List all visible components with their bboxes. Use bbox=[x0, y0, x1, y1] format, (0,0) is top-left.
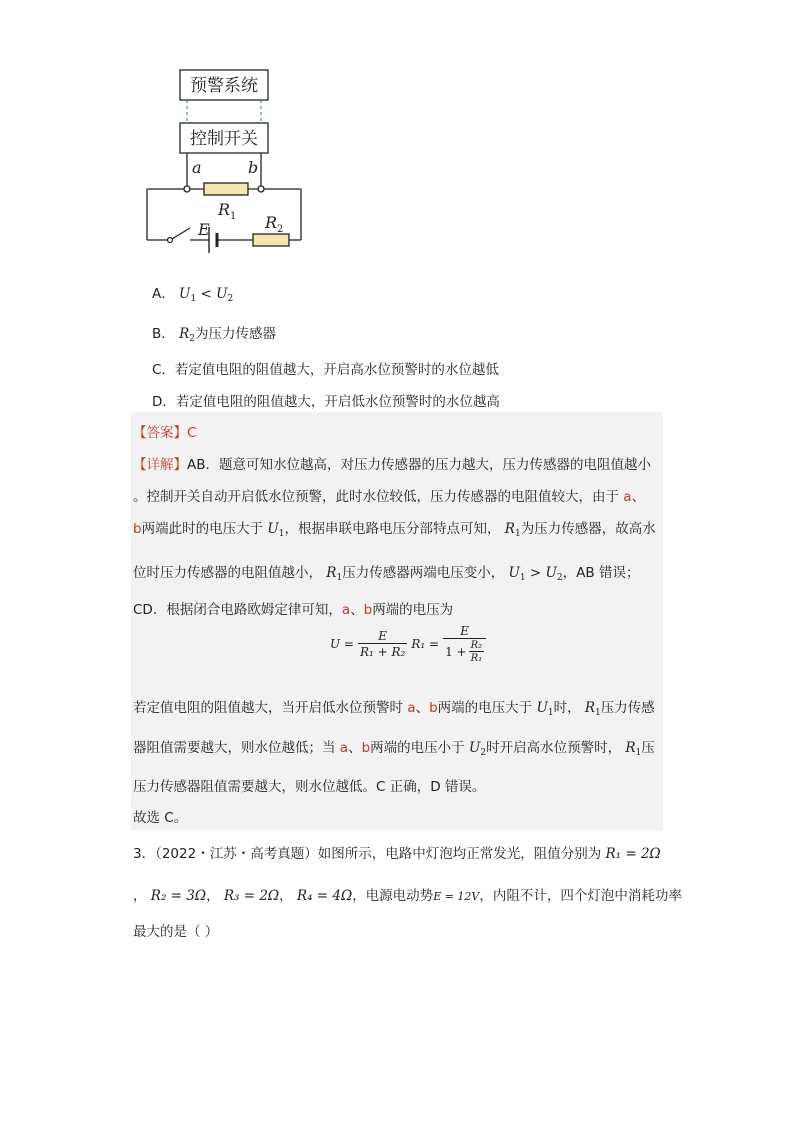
option-a: A． $U_1 < U_2$ bbox=[152, 286, 234, 304]
question-3-line-1: 3．（2022・江苏・高考真题）如图所示，电路中灯泡均正常发光，阻值分别为 R₁ = 2Ω bbox=[133, 846, 661, 862]
detail-line-2: 。控制开关自动开启低水位预警，此时水位较低，压力传感器的电阻值较大，由于 a、 bbox=[133, 489, 646, 505]
emf-label: E bbox=[198, 220, 210, 239]
formula-fraction-2: E 1 + $\frac{\text{R₂}}{\text{R₁}}$ bbox=[443, 624, 486, 664]
control-switch-label: 控制开关 bbox=[190, 129, 258, 149]
terminal-b-label: b bbox=[248, 158, 259, 177]
detail-line-9: 故选 C。 bbox=[133, 810, 188, 826]
node-b bbox=[258, 186, 264, 192]
detail-line-1: 【详解】AB．题意可知水位越高，对压力传感器的压力越大，压力传感器的电阻值越小 bbox=[133, 457, 651, 473]
option-d: D．若定值电阻的阻值越大，开启低水位预警时的水位越高 bbox=[152, 394, 500, 410]
answer-panel bbox=[131, 412, 663, 830]
answer-label: 【答案】C bbox=[133, 425, 197, 441]
voltage-formula: U = $\frac{E}{\text{R₁ + R₂}}$ R₁ = E 1 + $\frac{\text{R₂}}{\text{R₁}}$ bbox=[330, 624, 486, 664]
formula-fraction-1: $\frac{E}{\text{R₁ + R₂}}$ bbox=[359, 629, 406, 659]
r1-label: $R_1$ bbox=[218, 200, 237, 222]
r2-label: $R_2$ bbox=[265, 213, 284, 235]
resistor-r1 bbox=[204, 183, 248, 195]
detail-line-7: 器阻值需要越大，则水位越低；当 a、b两端的电压小于 $U_2$时开启高水位预警时， $R_1$压 bbox=[133, 740, 655, 758]
option-b: B． $R_2$为压力传感器 bbox=[152, 326, 276, 344]
warning-system-label: 预警系统 bbox=[190, 76, 258, 96]
option-c: C．若定值电阻的阻值越大，开启高水位预警时的水位越低 bbox=[152, 362, 499, 378]
switch-pivot bbox=[168, 238, 173, 243]
switch-blade bbox=[172, 228, 190, 239]
resistor-r2 bbox=[253, 234, 289, 246]
detail-line-6: 若定值电阻的阻值越大，当开启低水位预警时 a、b两端的电压大于 $U_1$时， $R_1$压力传感 bbox=[133, 700, 655, 718]
question-3-line-2: ， R₂ = 3Ω， R₃ = 2Ω， R₄ = 4Ω，电源电动势E = 12V，内阻不计，四个灯泡中消耗功率 bbox=[133, 888, 682, 904]
detail-line-8: 压力传感器阻值需要越大，则水位越低。C 正确，D 错误。 bbox=[133, 779, 486, 795]
question-3-line-3: 最大的是（ ） bbox=[133, 924, 219, 940]
circuit-diagram bbox=[140, 60, 320, 255]
node-a bbox=[184, 186, 190, 192]
detail-line-3: b两端此时的电压大于 $U_1$，根据串联电路电压分部特点可知， $R_1$为压力传感器，故高水 bbox=[133, 521, 656, 539]
detail-line-5: CD．根据闭合电路欧姆定律可知，a、b两端的电压为 bbox=[133, 602, 454, 618]
detail-line-4: 位时压力传感器的电阻值越小， $R_1$压力传感器两端电压变小， $U_1 > U_2$，AB 错误； bbox=[133, 565, 640, 583]
terminal-a-label: a bbox=[192, 158, 202, 177]
